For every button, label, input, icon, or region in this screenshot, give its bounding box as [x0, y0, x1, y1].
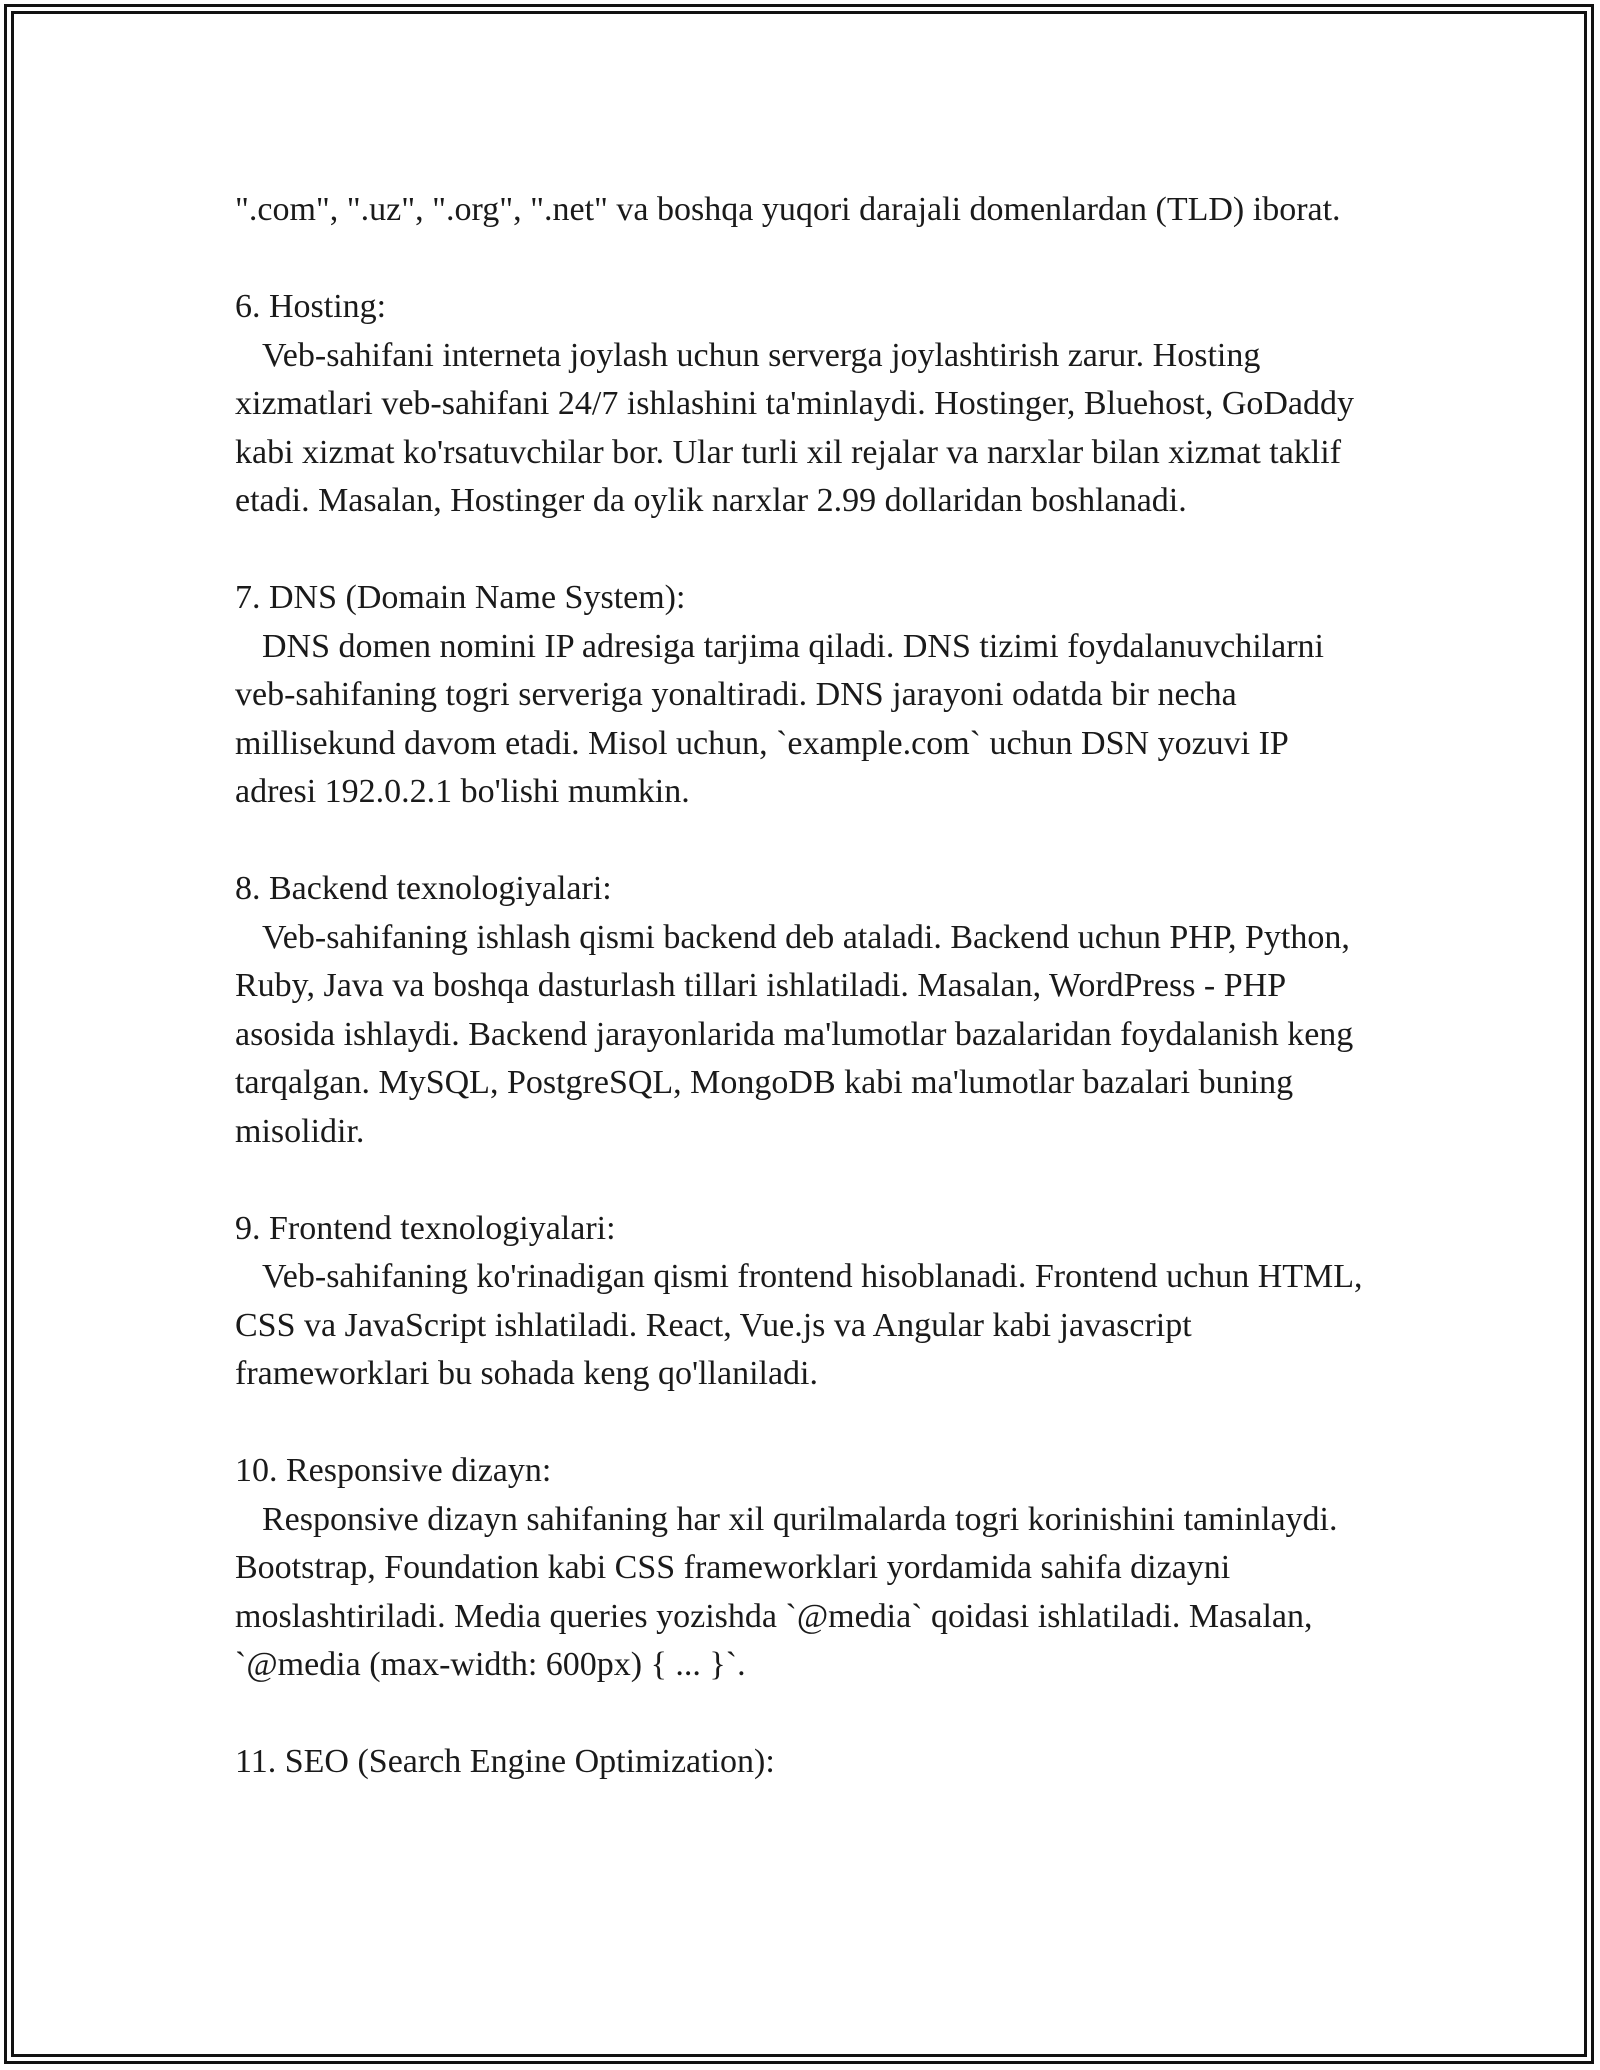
section-body-responsive: Responsive dizayn sahifaning har xil qurilmalarda togri korinishini taminlaydi. Bootstrap, Foundation kabi CSS frameworklari yordamida sahifa dizayni moslashtiriladi. Media queries yozishda `@media` qoidasi ishlatiladi. Masalan, `@media (max-width: 600px) { ... }`. — [235, 1500, 1338, 1683]
section-body-frontend: Veb-sahifaning ko'rinadigan qismi frontend hisoblanadi. Frontend uchun HTML, CSS va JavaScript ishlatiladi. React, Vue.js va Angular kabi javascript frameworklari bu sohada keng qo'llaniladi. — [235, 1258, 1363, 1392]
section-heading-backend: 8. Backend texnologiyalari: — [235, 870, 612, 907]
section-body-dns: DNS domen nomini IP adresiga tarjima qiladi. DNS tizimi foydalanuvchilarni veb-sahifaning togri serveriga yonaltiradi. DNS jarayoni odatda bir necha millisekund davom etadi. Misol uchun, `example.com` uchun DSN yozuvi IP adresi 192.0.2.1 bo'lishi mumkin. — [235, 627, 1324, 810]
paragraph-gap — [235, 817, 1375, 866]
section-heading-frontend: 9. Frontend texnologiyalari: — [235, 1209, 616, 1247]
section-heading-hosting: 6. Hosting: — [235, 288, 387, 325]
paragraph-gap — [235, 526, 1375, 575]
section-heading-seo: 11. SEO (Search Engine Optimization): — [235, 1743, 775, 1780]
section-heading-responsive: 10. Responsive dizayn: — [235, 1452, 552, 1489]
paragraph-gap — [235, 235, 1375, 284]
paragraph-gap — [235, 1156, 1375, 1205]
section-body-backend: Veb-sahifaning ishlash qismi backend deb ataladi. Backend uchun PHP, Python, Ruby, Java va boshqa dasturlash tillari ishlatiladi. Masalan, WordPress - PHP asosida ishlaydi. Backend jarayonlarida ma'lumotlar bazalaridan foydalanish keng tarqalgan. MySQL, PostgreSQL, MongoDB kabi ma'lumotlar bazalari buning misolidir. — [235, 918, 1354, 1150]
section-body-hosting: Veb-sahifani interneta joylash uchun serverga joylashtirish zarur. Hosting xizmatlari veb-sahifani 24/7 ishlashini ta'minlaydi. Hostinger, Bluehost, GoDaddy kabi xizmat ko'rsatuvchilar bor. Ular turli xil rejalar va narxlar bilan xizmat taklif etadi. Masalan, Hostinger da oylik narxlar 2.99 dollaridan boshlanadi. — [235, 336, 1355, 519]
intro-paragraph: ".com", ".uz", ".org", ".net" va boshqa yuqori darajali domenlardan (TLD) iborat. — [235, 191, 1341, 228]
section-heading-dns: 7. DNS (Domain Name System): — [235, 579, 686, 616]
paragraph-gap — [235, 1399, 1375, 1448]
document-body — [235, 186, 1375, 1787]
paragraph-gap — [235, 1690, 1375, 1739]
